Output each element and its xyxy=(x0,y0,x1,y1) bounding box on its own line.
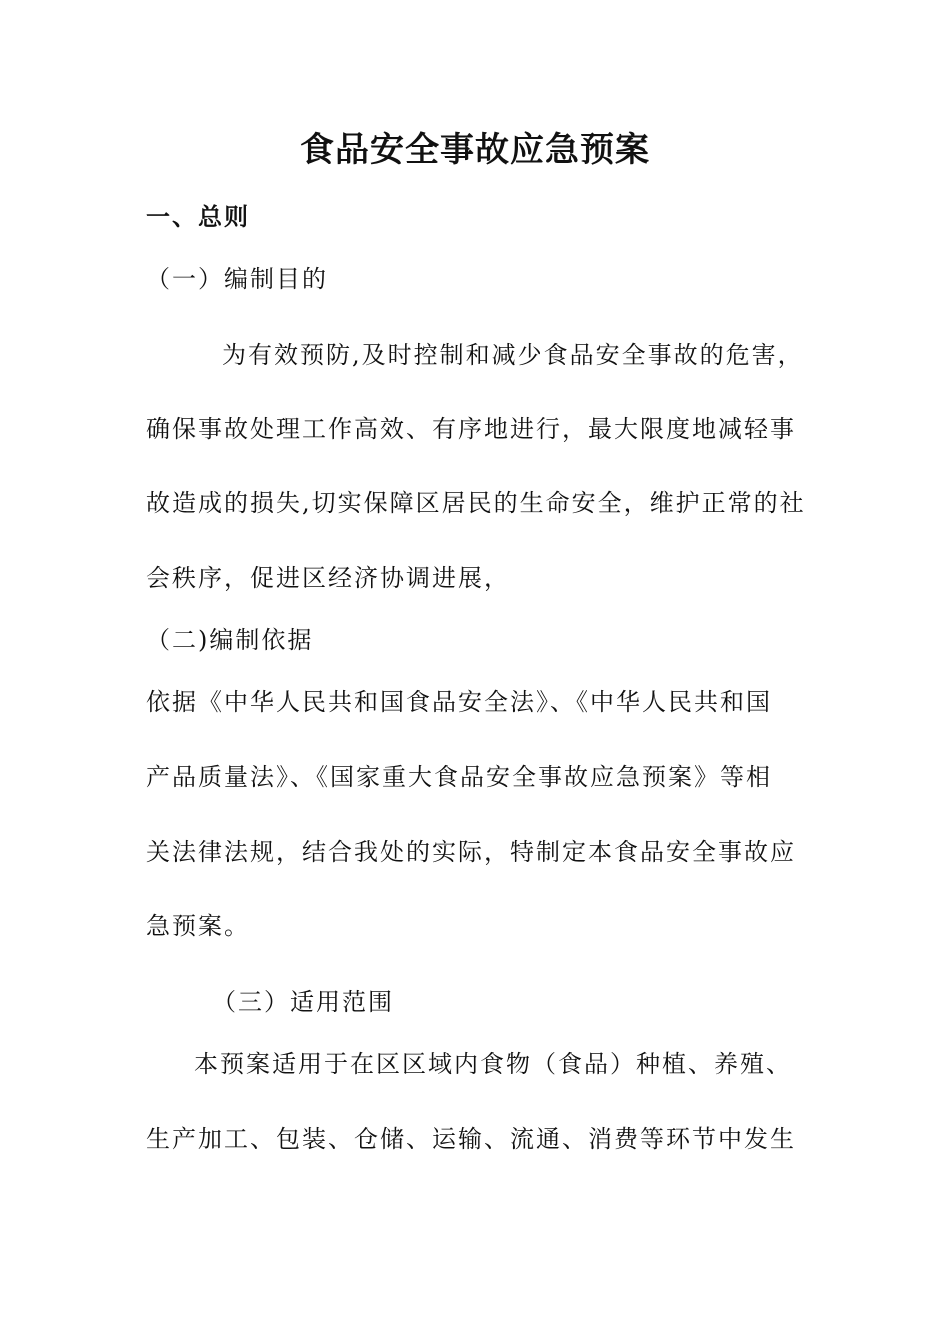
subsection-heading-purpose: （一）编制目的 xyxy=(146,265,328,293)
paragraph-line: 急预案。 xyxy=(146,912,250,940)
section-heading-general: 一、总则 xyxy=(146,202,250,231)
paragraph-line: 会秩序，促进区经济协调进展， xyxy=(146,564,510,592)
paragraph-line: 确保事故处理工作高效、有序地进行，最大限度地减轻事 xyxy=(146,415,796,443)
document-title: 食品安全事故应急预案 xyxy=(300,130,650,170)
paragraph-line: 关法律法规，结合我处的实际，特制定本食品安全事故应 xyxy=(146,838,796,866)
paragraph-line: 为有效预防,及时控制和减少食品安全事故的危害， xyxy=(222,341,804,369)
paragraph-line: 本预案适用于在区区域内食物（食品）种植、养殖、 xyxy=(194,1050,792,1078)
paragraph-line: 产品质量法》、《国家重大食品安全事故应急预案》等相 xyxy=(146,763,772,791)
paragraph-line: 生产加工、包装、仓储、运输、流通、消费等环节中发生 xyxy=(146,1125,796,1153)
subsection-heading-basis: （二)编制依据 xyxy=(146,626,314,654)
subsection-heading-scope: （三）适用范围 xyxy=(212,988,394,1016)
paragraph-line: 依据《中华人民共和国食品安全法》、《中华人民共和国 xyxy=(146,688,772,716)
paragraph-line: 故造成的损失,切实保障区居民的生命安全，维护正常的社 xyxy=(146,489,806,517)
